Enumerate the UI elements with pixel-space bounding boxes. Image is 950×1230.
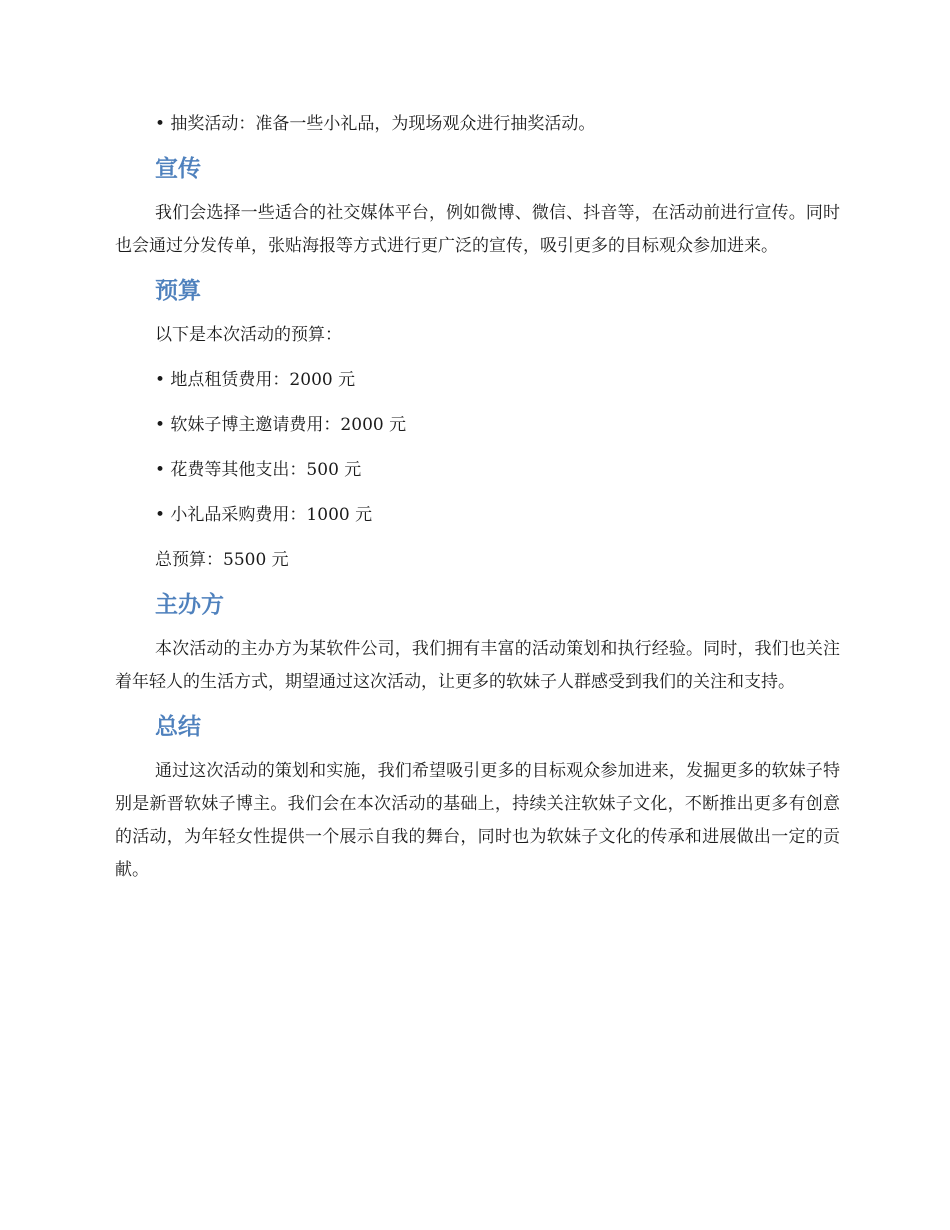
activity-bullet: • 抽奖活动：准备一些小礼品，为现场观众进行抽奖活动。 xyxy=(155,114,596,134)
budget-item: • 花费等其他支出：500 元 xyxy=(155,460,362,480)
organizer-heading: 主办方 xyxy=(155,592,224,618)
publicity-paragraph: 我们会选择一些适合的社交媒体平台，例如微博、微信、抖音等，在活动前进行宣传。同时也会通过分发传单，张贴海报等方式进行更广泛的宣传，吸引更多的目标观众参加进来。 xyxy=(115,203,840,256)
budget-item: • 软妹子博主邀请费用：2000 元 xyxy=(155,415,407,435)
budget-intro: 以下是本次活动的预算： xyxy=(155,325,342,345)
organizer-paragraph: 本次活动的主办方为某软件公司，我们拥有丰富的活动策划和执行经验。同时，我们也关注着年轻人的生活方式，期望通过这次活动，让更多的软妹子人群感受到我们的关注和支持。 xyxy=(115,639,840,692)
budget-heading: 预算 xyxy=(155,278,201,304)
document-body xyxy=(115,108,840,899)
summary-heading: 总结 xyxy=(155,714,201,740)
budget-total: 总预算：5500 元 xyxy=(155,550,289,570)
summary-paragraph: 通过这次活动的策划和实施，我们希望吸引更多的目标观众参加进来，发掘更多的软妹子特别是新晋软妹子博主。我们会在本次活动的基础上，持续关注软妹子文化，不断推出更多有创意的活动，为年轻女性提供一个展示自我的舞台，同时也为软妹子文化的传承和进展做出一定的贡献。 xyxy=(115,761,840,880)
publicity-heading: 宣传 xyxy=(155,156,201,182)
budget-item: • 地点租赁费用：2000 元 xyxy=(155,370,356,390)
budget-item: • 小礼品采购费用：1000 元 xyxy=(155,505,373,525)
